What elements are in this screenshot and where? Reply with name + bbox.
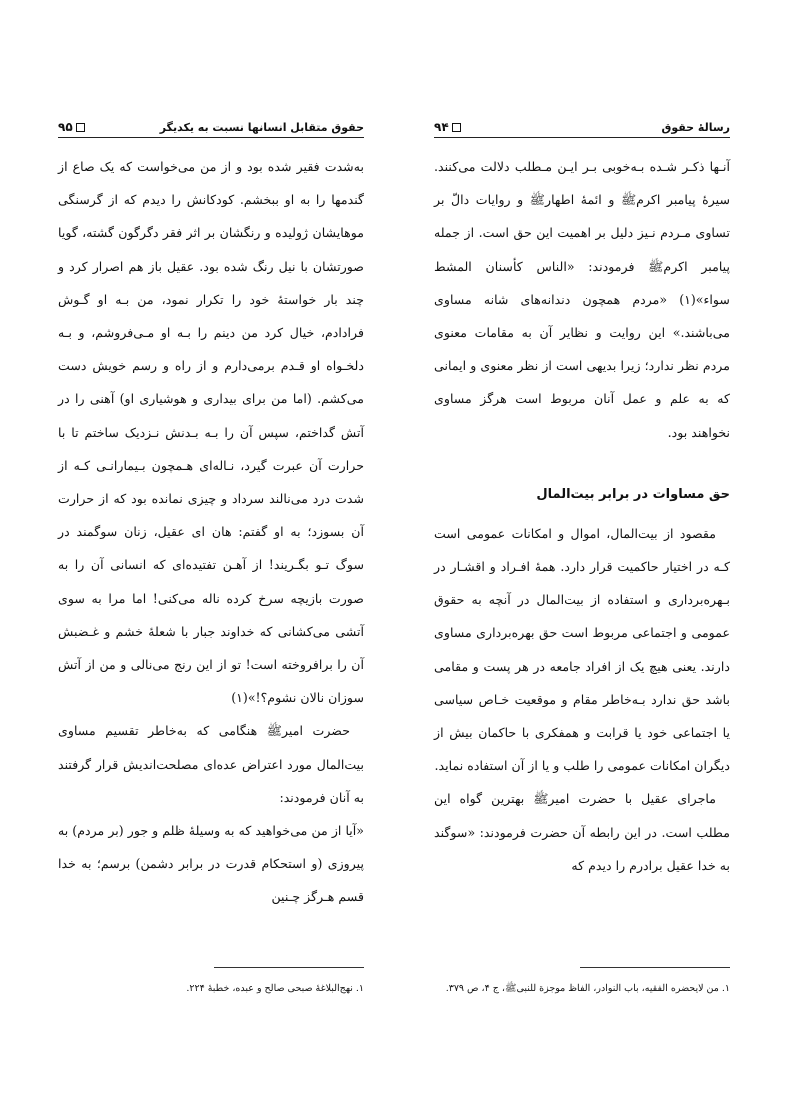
paragraph: حضرت امیرﷺ هنگامی که به‌خاطر تقسیم مساوی بیت‌المال مورد اعتراض عده‌ای مصلحت‌اندیش قرار گرفتند به آنان فرمودند: bbox=[58, 723, 364, 805]
section-heading: حق مساوات در برابر بیت‌المال bbox=[536, 486, 730, 502]
paragraph: به‌شدت فقیر شده بود و از من می‌خواست که یک صاع از گندمها را به او ببخشم. کودکانش را دیدم که از گرسنگی موهایشان ژولیده و رنگشان بر اثر فقر دگرگون گشته، گویا صورتشان با نیل رنگ شده بود. عقیل باز هم اصرار کرد و چند بار خواستهٔ خود را تکرار نمود، من بـه او گـوش فرادادم، خیال کرد من دینم را بـه او مـی‌فروشم، و بـه دلخـواه او قـدم برمی‌دارم و از راه و رسم خویش دست می‌کشم. (اما من برای بیداری و هوشیاری او) آهنی را در آتش گداختم، سپس آن را بـه بـدنش نـزدیک ساختم تا با حرارت آن عبرت گیرد، نـاله‌ای هـمچون بـیمارانـی کـه از شدت درد می‌نالند سرداد و چیزی نمانده بود که از حرارت آن بسوزد؛ به او گفتم: هان ای عقیل، زنان سوگمند در سوگ تـو بگـریند! از آهـن تفتیده‌ای که انسانی آن را به صورت بازیچه سرخ کرده ناله می‌کنی! اما مرا به سوی آتشی می‌کشانی که خداوند جبار با شعلهٔ خشم و غـضبش آن را برافروخته است! تو از این رنج می‌نالی و من از آتش سوزان نالان نشوم؟!»(۱) bbox=[58, 159, 364, 706]
paragraph: آنـها ذکـر شـده بـه‌خوبی بـر ایـن مـطلب دلالت می‌کنند. سیرهٔ پیامبر اکرمﷺ و ائمهٔ اطهارﷺ و روایات دالّ بر تساوی مـردم نـیز دلیل بر اهمیت این حق است. از جمله پیامبر اکرمﷺ فرمودند: «الناس کأسنان المشط سواء»(۱) «مردم همچون دندانه‌های شانه مساوی می‌باشند.» این روایت و نظایر آن به مقامات معنوی مردم نظر ندارد؛ زیرا بدیهی است از نظر معنوی و ایمانی که به علم و عمل آنان مربوط است هرگز مساوی نخواهند بود. bbox=[434, 159, 730, 440]
running-head-title: رسالهٔ حقوق bbox=[661, 121, 730, 134]
page-number-value: ۹۵ bbox=[58, 120, 73, 134]
footnote-divider bbox=[580, 967, 730, 968]
body-text bbox=[58, 150, 364, 914]
footnote: ۱. نهج‌البلاغهٔ صبحی صالح و عبده، خطبهٔ ۲۲۴. bbox=[186, 983, 364, 994]
square-icon bbox=[452, 123, 461, 132]
running-head bbox=[434, 112, 730, 138]
paragraph: ماجرای عقیل با حضرت امیرﷺ بهترین گواه این مطلب است. در این رابطه آن حضرت فرمودند: «سوگند به خدا عقیل برادرم را دیدم که bbox=[434, 791, 730, 873]
running-head bbox=[58, 112, 364, 138]
page-number bbox=[58, 120, 85, 134]
running-head-title: حقوق متقابل انسانها نسبت به یکدیگر bbox=[159, 121, 364, 134]
footnote-divider bbox=[214, 967, 364, 968]
page-number bbox=[434, 120, 461, 134]
paragraph: «آیا از من می‌خواهید که به وسیلهٔ ظلم و جور (بر مردم) به پیروزی (و استحکام قدرت در برابر دشمن) برسم؛ به خدا قسم هـرگز چـنین bbox=[58, 823, 364, 905]
right-page bbox=[400, 0, 800, 1100]
paragraph: مقصود از بیت‌المال، اموال و امکانات عمومی است کـه در اختیار حاکمیت قرار دارد. همهٔ افـراد و اقشـار در بـهره‌برداری و استفاده از بیت‌المال در آنچه به حقوق عمومی و اجتماعی مربوط است حق بهره‌برداری مساوی دارند. یعنی هیچ یک از افراد جامعه در هر پست و مقامی باشد حق ندارد بـه‌خاطر مقام و موقعیت خـاص سیاسی یا اجتماعی خود یا قرابت و همفکری با حاکمان بیش از دیگران امکانات عمومی را طلب و یا از آن استفاده نماید. bbox=[434, 525, 730, 774]
page-number-value: ۹۴ bbox=[434, 120, 449, 134]
square-icon bbox=[76, 123, 85, 132]
footnote: ۱. من لایحضره الفقیه، باب النوادر، الفاظ موجزة للنبیﷺ، ج ۴، ص ۳۷۹. bbox=[445, 983, 730, 994]
body-text bbox=[434, 150, 730, 882]
